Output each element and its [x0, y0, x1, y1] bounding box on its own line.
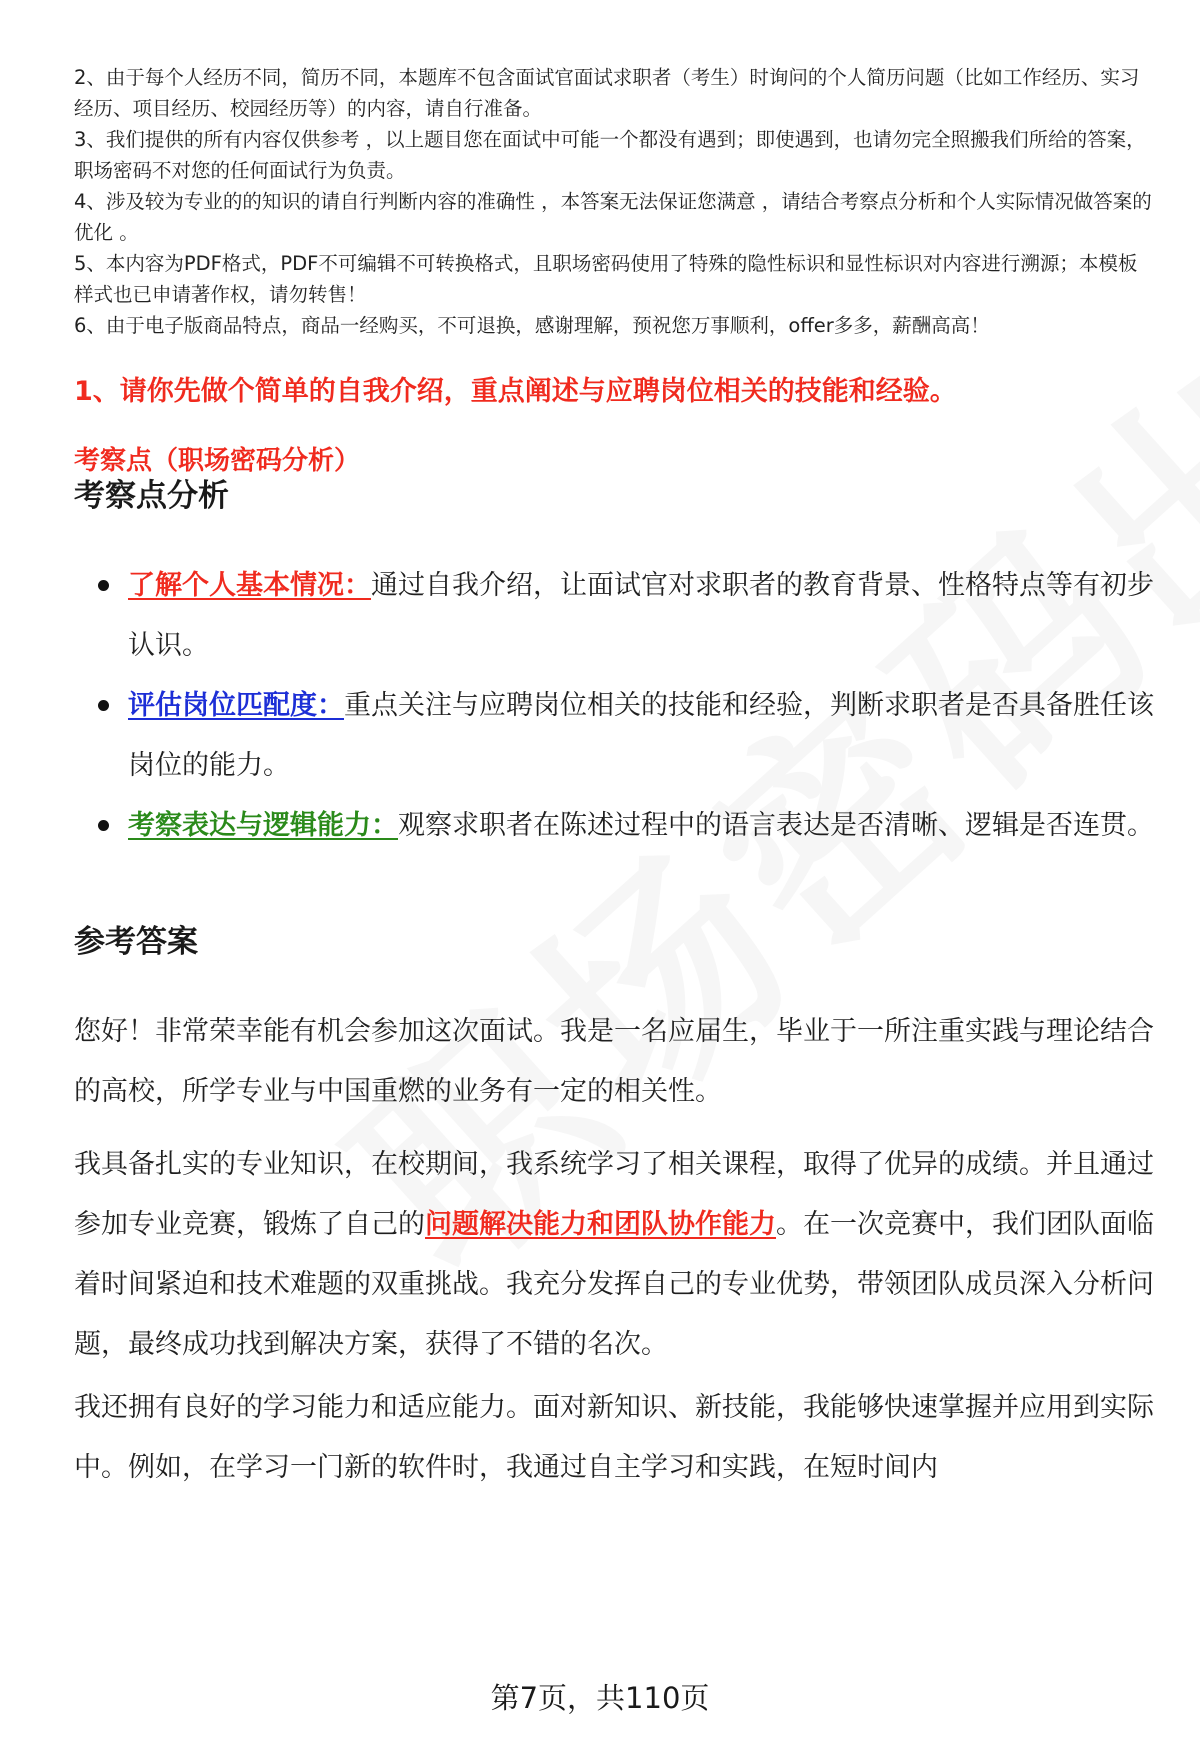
bullet-icon [98, 700, 109, 711]
page-number: 第7页，共110页 [490, 1681, 710, 1715]
paragraph-text: 。在一次竞赛中，我们团队面临着时间紧迫和技术难题的双重挑战。我充分发挥自己的专业优势，带领团队成员深入分析问题，最终成功找到解决方案，获得了不错的名次。 [74, 1209, 1154, 1360]
list-item [74, 796, 1154, 856]
bullet-text: 通过自我介绍，让面试官对求职者的教育背景、性格特点等有初步认识。 [128, 570, 1154, 661]
notes-block [74, 62, 1154, 341]
note-item: 6、由于电子版商品特点，商品一经购买，不可退换，感谢理解，预祝您万事顺利，offer多多，薪酬高高！ [74, 314, 990, 337]
answer-paragraph [74, 1135, 1154, 1375]
bullet-text: 重点关注与应聘岗位相关的技能和经验，判断求职者是否具备胜任该岗位的能力。 [128, 690, 1154, 781]
note-item: 3、我们提供的所有内容仅供参考 ，以上题目您在面试中可能一个都没有遇到；即使遇到，也请勿完全照搬我们所给的答案，职场密码不对您的任何面试行为负责。 [74, 128, 1146, 182]
bullet-label: 考察表达与逻辑能力： [128, 810, 398, 841]
answer-paragraph: 您好！非常荣幸能有机会参加这次面试。我是一名应届生，毕业于一所注重实践与理论结合的高校，所学专业与中国重燃的业务有一定的相关性。 [74, 1016, 1154, 1107]
note-item: 4、涉及较为专业的的知识的请自行判断内容的准确性 ，本答案无法保证您满意 ，请结合考察点分析和个人实际情况做答案的优化 。 [74, 190, 1152, 244]
answer-paragraph: 我还拥有良好的学习能力和适应能力。面对新知识、新技能，我能够快速掌握并应用到实际中。例如，在学习一门新的软件时，我通过自主学习和实践，在短时间内 [74, 1392, 1154, 1483]
bullet-text: 观察求职者在陈述过程中的语言表达是否清晰、逻辑是否连贯。 [398, 810, 1154, 841]
analysis-heading: 考察点分析 [74, 478, 229, 514]
bullet-label: 评估岗位匹配度： [128, 690, 344, 721]
highlight-text: 问题解决能力和团队协作能力 [425, 1209, 776, 1240]
analysis-list [74, 556, 1154, 856]
list-item [74, 556, 1154, 676]
note-item: 2、由于每个人经历不同，简历不同，本题库不包含面试官面试求职者（考生）时询问的个人简历问题（比如工作经历、实习经历、项目经历、校园经历等）的内容，请自行准备。 [74, 66, 1140, 120]
note-item: 5、本内容为PDF格式，PDF不可编辑不可转换格式，且职场密码使用了特殊的隐性标识和显性标识对内容进行溯源；本模板样式也已申请著作权，请勿转售！ [74, 252, 1138, 306]
paragraph-text: 我具备扎实的专业知识，在校期间，我系统学习了相关课程，取得了优异的成绩。并且通过参加专业竞赛，锻炼了自己的 [74, 1149, 1154, 1240]
bullet-icon [98, 580, 109, 591]
question-title: 1、请你先做个简单的自我介绍，重点阐述与应聘岗位相关的技能和经验。 [74, 376, 957, 407]
answer-heading: 参考答案 [74, 924, 198, 960]
list-item [74, 676, 1154, 796]
analysis-label: 考察点（职场密码分析） [74, 446, 361, 476]
bullet-icon [98, 820, 109, 831]
bullet-label: 了解个人基本情况： [128, 570, 371, 601]
